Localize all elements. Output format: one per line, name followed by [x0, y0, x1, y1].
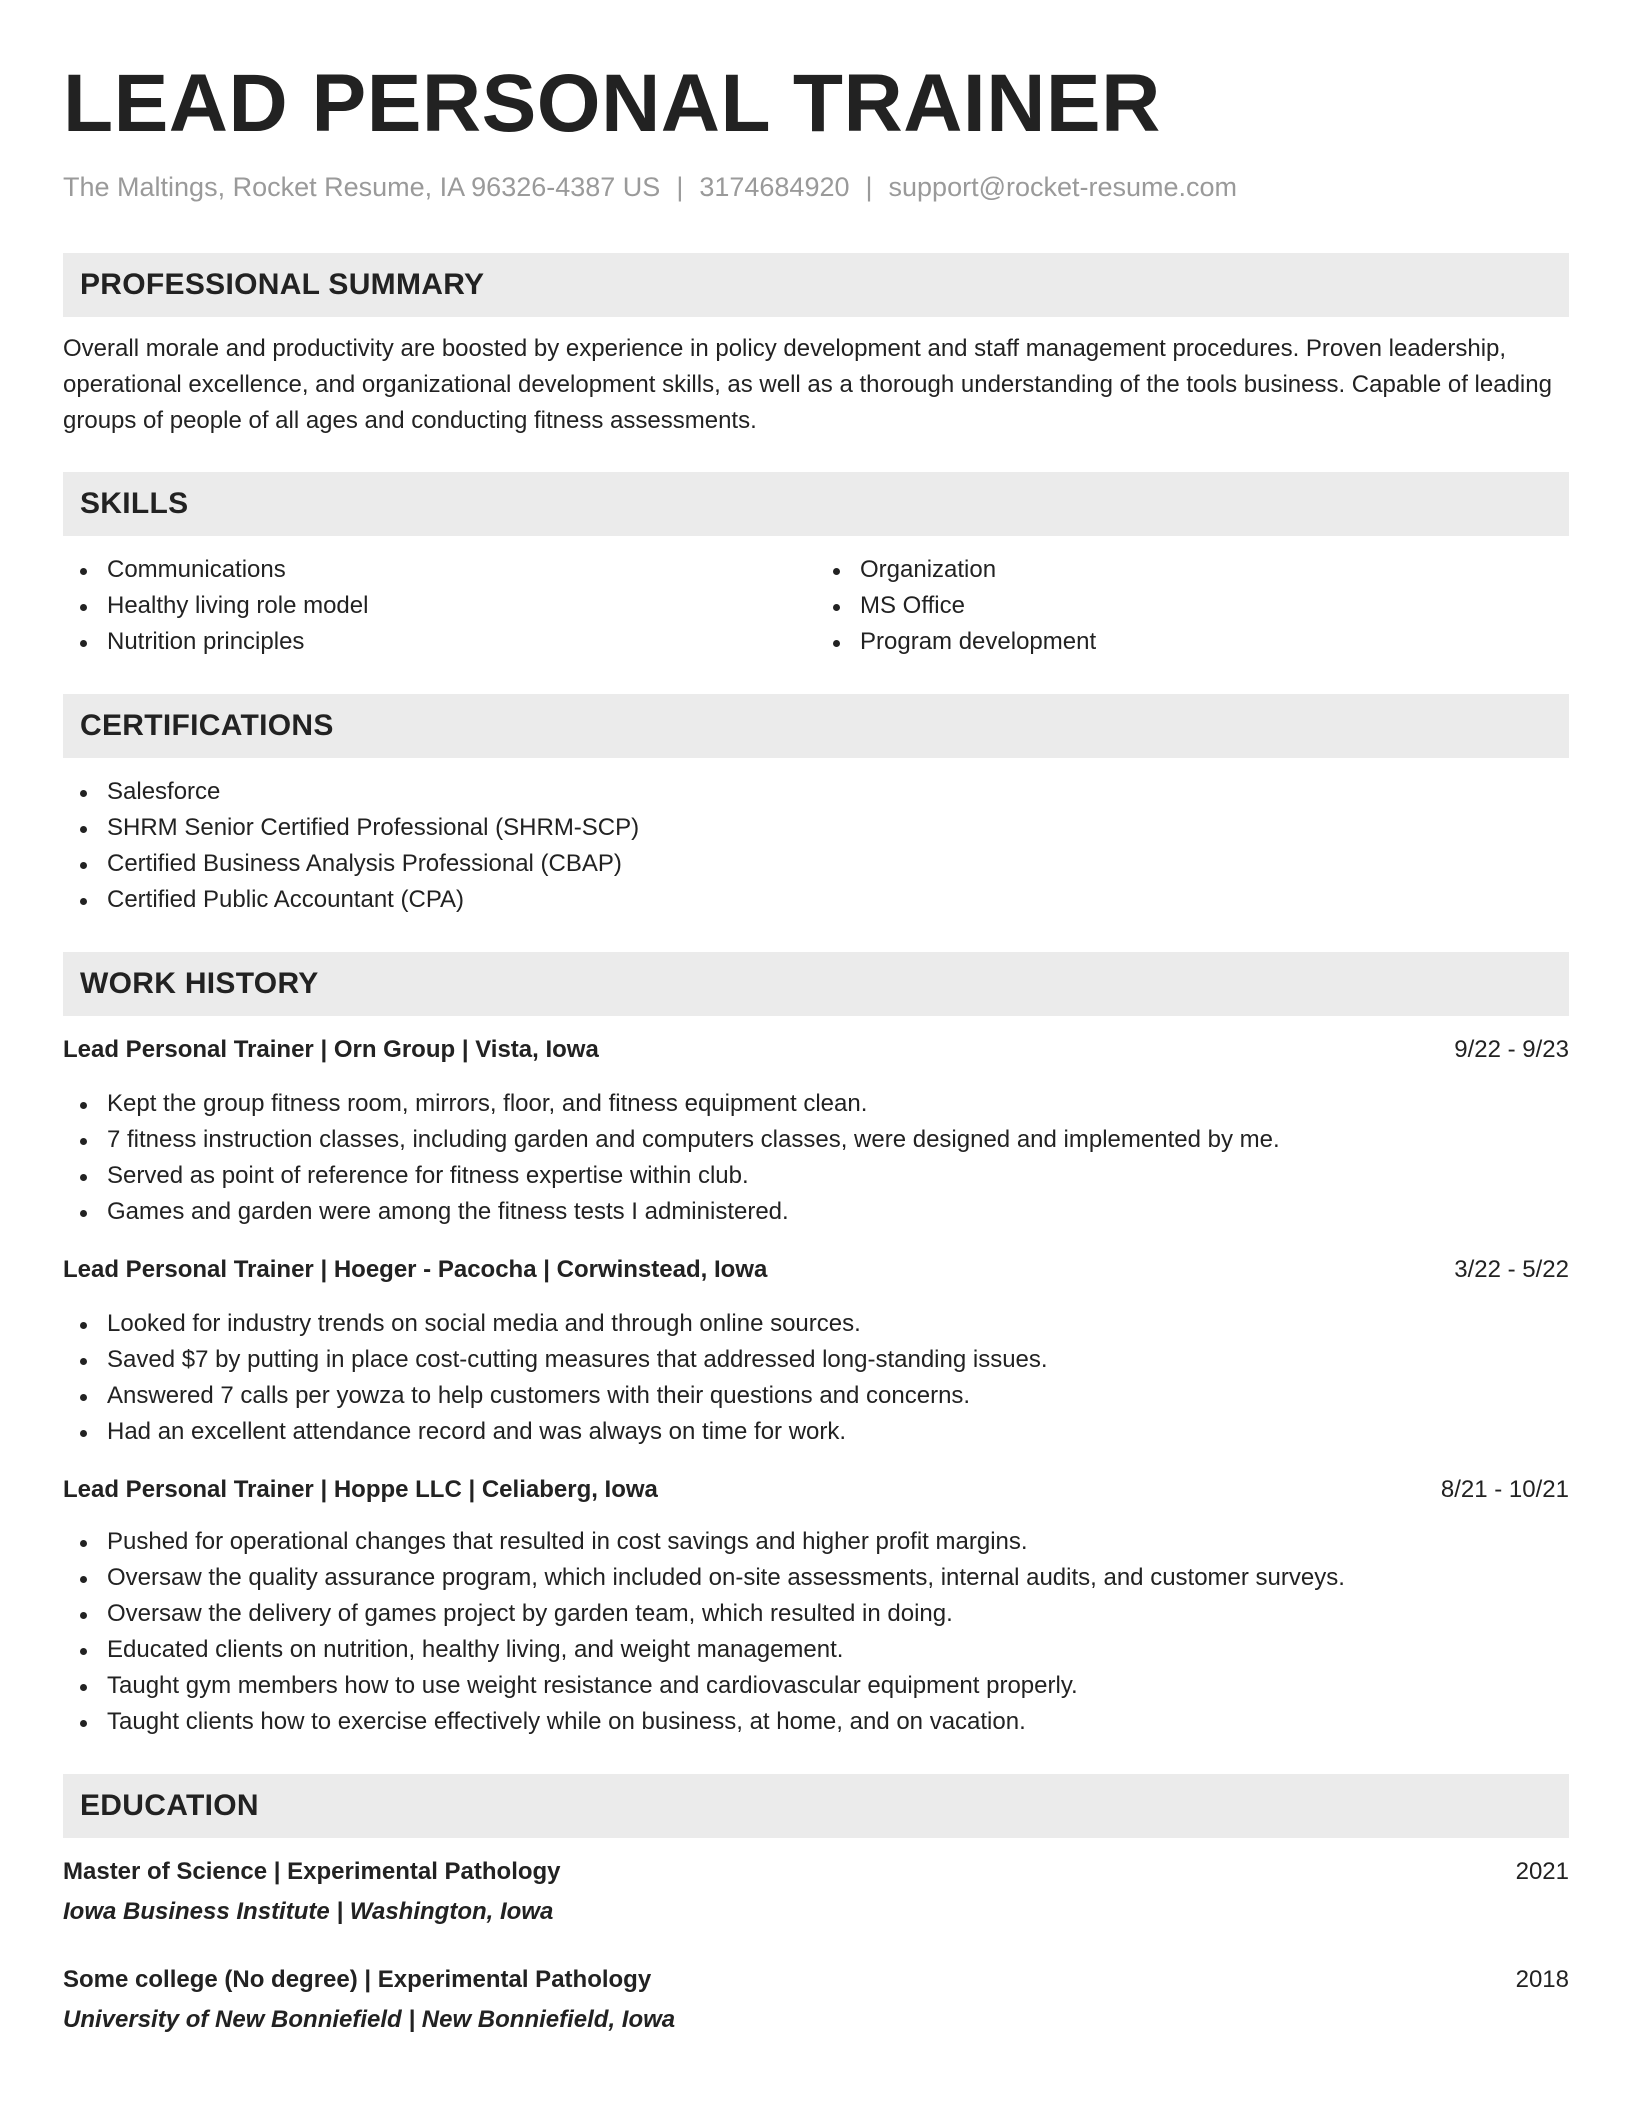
job-dates: 3/22 - 5/22 — [1454, 1256, 1569, 1283]
skill-item: MS Office — [816, 588, 1569, 624]
job-entry — [63, 1032, 1569, 1230]
job-bullet: Taught gym members how to use weight resistance and cardiovascular equipment properly. — [63, 1668, 1569, 1704]
summary-section — [63, 253, 1569, 439]
section-heading-education: EDUCATION — [63, 1774, 1569, 1838]
section-heading-certifications: CERTIFICATIONS — [63, 694, 1569, 758]
skill-item: Organization — [816, 552, 1569, 588]
certifications-list — [63, 774, 1569, 918]
skill-item: Nutrition principles — [63, 624, 816, 660]
job-dates: 8/21 - 10/21 — [1440, 1476, 1569, 1503]
job-header — [63, 1252, 1569, 1288]
job-dates: 9/22 - 9/23 — [1454, 1036, 1569, 1063]
education-year: 2021 — [1515, 1858, 1569, 1885]
section-heading-summary: PROFESSIONAL SUMMARY — [63, 253, 1569, 317]
skill-item: Program development — [816, 624, 1569, 660]
education-section — [63, 1774, 1569, 2038]
job-title: Lead Personal Trainer | Orn Group | Vista, Iowa — [63, 1036, 599, 1063]
job-header — [63, 1472, 1569, 1508]
summary-text: Overall morale and productivity are boosted by experience in policy development and staff management procedures. Proven leadership, operational excellence, and organizational development skills, as well as a thorough understanding of the tools business. Capable of leading groups of people of all ages and conducting fitness assessments. — [63, 335, 1552, 434]
job-header — [63, 1032, 1569, 1068]
job-title: Lead Personal Trainer | Hoppe LLC | Celiaberg, Iowa — [63, 1476, 658, 1503]
job-bullet: Kept the group fitness room, mirrors, floor, and fitness equipment clean. — [63, 1086, 1569, 1122]
skill-item: Communications — [63, 552, 816, 588]
skills-grid — [63, 552, 1569, 660]
job-bullet: Had an excellent attendance record and was always on time for work. — [63, 1414, 1569, 1450]
job-bullet: 7 fitness instruction classes, including garden and computers classes, were designed and implemented by me. — [63, 1122, 1569, 1158]
education-degree: Master of Science | Experimental Pathology — [63, 1858, 561, 1885]
contact-separator: | — [865, 172, 873, 202]
job-bullets — [63, 1306, 1569, 1450]
job-bullet: Answered 7 calls per yowza to help customers with their questions and concerns. — [63, 1378, 1569, 1414]
skills-section — [63, 472, 1569, 660]
job-bullet: Taught clients how to exercise effectively while on business, at home, and on vacation. — [63, 1704, 1569, 1740]
job-bullet: Games and garden were among the fitness tests I administered. — [63, 1194, 1569, 1230]
skill-item: Healthy living role model — [63, 588, 816, 624]
skills-column-left — [63, 552, 816, 660]
job-bullet: Pushed for operational changes that resulted in cost savings and higher profit margins. — [63, 1524, 1569, 1560]
job-bullet: Educated clients on nutrition, healthy living, and weight management. — [63, 1632, 1569, 1668]
job-entry — [63, 1472, 1569, 1740]
education-entry — [63, 1962, 1569, 2038]
job-bullet: Oversaw the quality assurance program, which included on-site assessments, internal audits, and customer surveys. — [63, 1560, 1569, 1596]
job-bullets — [63, 1086, 1569, 1230]
certification-item: Certified Public Accountant (CPA) — [63, 882, 1569, 918]
education-school: Iowa Business Institute | Washington, Iowa — [63, 1898, 554, 1925]
contact-line — [63, 170, 1569, 204]
job-bullet: Served as point of reference for fitness expertise within club. — [63, 1158, 1569, 1194]
certifications-section — [63, 694, 1569, 918]
education-header — [63, 1962, 1569, 1998]
job-bullet: Oversaw the delivery of games project by garden team, which resulted in doing. — [63, 1596, 1569, 1632]
education-degree: Some college (No degree) | Experimental Pathology — [63, 1966, 652, 1993]
education-header — [63, 1854, 1569, 1890]
contact-separator: | — [676, 172, 684, 202]
section-heading-skills: SKILLS — [63, 472, 1569, 536]
job-bullet: Looked for industry trends on social media and through online sources. — [63, 1306, 1569, 1342]
contact-address: The Maltings, Rocket Resume, IA 96326-4387 US — [63, 172, 661, 202]
job-entry — [63, 1252, 1569, 1450]
job-title: Lead Personal Trainer | Hoeger - Pacocha | Corwinstead, Iowa — [63, 1256, 768, 1283]
section-heading-work-history: WORK HISTORY — [63, 952, 1569, 1016]
education-entry — [63, 1854, 1569, 1930]
contact-email: support@rocket-resume.com — [888, 172, 1238, 202]
skills-column-right — [816, 552, 1569, 660]
resume-name: LEAD PERSONAL TRAINER — [63, 58, 1161, 149]
work-history-section — [63, 952, 1569, 1740]
education-school: University of New Bonniefield | New Bonniefield, Iowa — [63, 2006, 676, 2033]
certification-item: SHRM Senior Certified Professional (SHRM-SCP) — [63, 810, 1569, 846]
certification-item: Certified Business Analysis Professional (CBAP) — [63, 846, 1569, 882]
job-bullet: Saved $7 by putting in place cost-cutting measures that addressed long-standing issues. — [63, 1342, 1569, 1378]
education-year: 2018 — [1515, 1966, 1569, 1993]
job-bullets — [63, 1524, 1569, 1740]
certification-item: Salesforce — [63, 774, 1569, 810]
contact-phone: 3174684920 — [699, 172, 850, 202]
